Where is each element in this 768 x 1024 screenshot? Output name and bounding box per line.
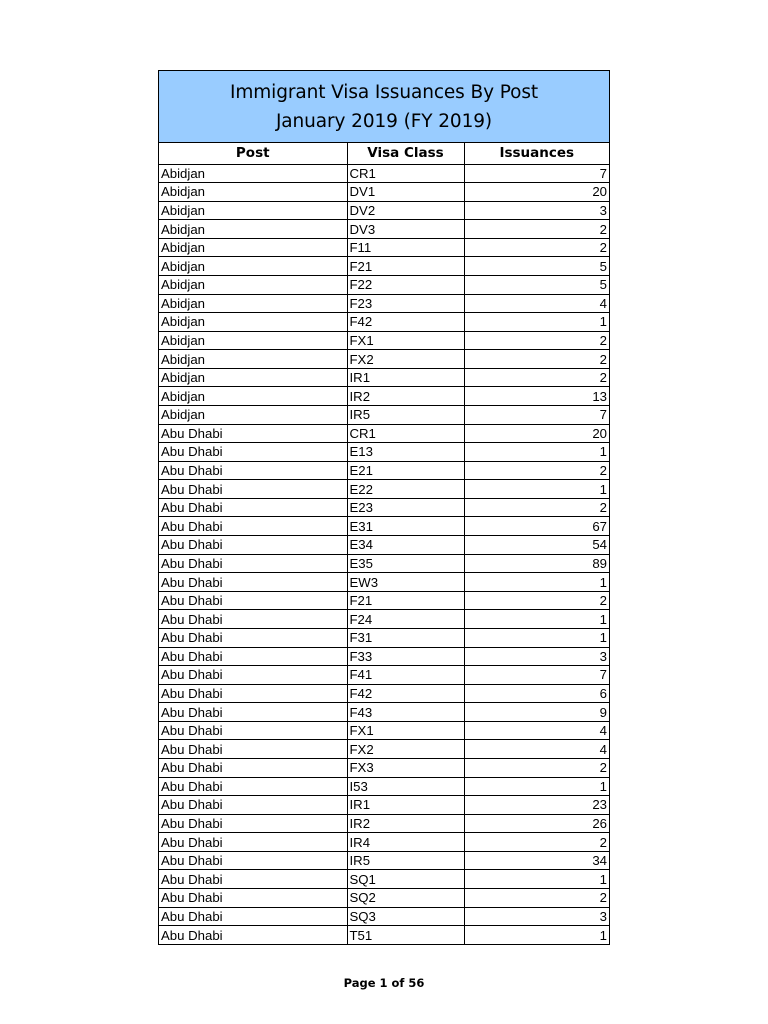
- cell-visa-class: E31: [347, 517, 464, 536]
- cell-post: Abu Dhabi: [159, 591, 347, 610]
- cell-post: Abidjan: [159, 275, 347, 294]
- table-row: [159, 424, 609, 443]
- cell-visa-class: FX2: [347, 350, 464, 369]
- cell-post: Abu Dhabi: [159, 666, 347, 685]
- table-header-row: [159, 143, 609, 164]
- table-row: [159, 313, 609, 332]
- table-row: [159, 220, 609, 239]
- table-row: [159, 684, 609, 703]
- cell-issuances: 7: [464, 164, 609, 183]
- cell-post: Abu Dhabi: [159, 926, 347, 945]
- table-row: [159, 851, 609, 870]
- cell-issuances: 2: [464, 591, 609, 610]
- cell-visa-class: IR5: [347, 406, 464, 425]
- table-row: [159, 238, 609, 257]
- cell-issuances: 26: [464, 814, 609, 833]
- cell-issuances: 2: [464, 220, 609, 239]
- cell-post: Abu Dhabi: [159, 907, 347, 926]
- cell-visa-class: T51: [347, 926, 464, 945]
- cell-issuances: 20: [464, 183, 609, 202]
- cell-visa-class: F43: [347, 703, 464, 722]
- cell-visa-class: F41: [347, 666, 464, 685]
- issuances-table: [159, 143, 609, 944]
- cell-visa-class: F42: [347, 684, 464, 703]
- cell-post: Abu Dhabi: [159, 703, 347, 722]
- table-row: [159, 257, 609, 276]
- table-row: [159, 201, 609, 220]
- cell-post: Abidjan: [159, 220, 347, 239]
- cell-visa-class: F22: [347, 275, 464, 294]
- cell-visa-class: E13: [347, 443, 464, 462]
- cell-visa-class: F31: [347, 628, 464, 647]
- cell-post: Abu Dhabi: [159, 777, 347, 796]
- cell-issuances: 1: [464, 573, 609, 592]
- table-row: [159, 554, 609, 573]
- table-row: [159, 796, 609, 815]
- cell-post: Abu Dhabi: [159, 480, 347, 499]
- cell-post: Abidjan: [159, 350, 347, 369]
- cell-issuances: 7: [464, 406, 609, 425]
- cell-issuances: 4: [464, 740, 609, 759]
- cell-visa-class: IR1: [347, 368, 464, 387]
- cell-issuances: 2: [464, 498, 609, 517]
- cell-post: Abidjan: [159, 183, 347, 202]
- table-row: [159, 331, 609, 350]
- table-row: [159, 666, 609, 685]
- cell-post: Abu Dhabi: [159, 517, 347, 536]
- cell-post: Abidjan: [159, 164, 347, 183]
- cell-issuances: 2: [464, 238, 609, 257]
- cell-issuances: 7: [464, 666, 609, 685]
- cell-visa-class: E35: [347, 554, 464, 573]
- cell-visa-class: F23: [347, 294, 464, 313]
- cell-issuances: 1: [464, 610, 609, 629]
- cell-issuances: 1: [464, 628, 609, 647]
- cell-visa-class: E23: [347, 498, 464, 517]
- cell-visa-class: IR2: [347, 387, 464, 406]
- cell-post: Abidjan: [159, 238, 347, 257]
- table-row: [159, 498, 609, 517]
- cell-visa-class: DV3: [347, 220, 464, 239]
- cell-issuances: 2: [464, 331, 609, 350]
- cell-issuances: 2: [464, 759, 609, 778]
- cell-visa-class: DV1: [347, 183, 464, 202]
- cell-post: Abu Dhabi: [159, 610, 347, 629]
- table-row: [159, 889, 609, 908]
- cell-post: Abidjan: [159, 257, 347, 276]
- column-header-issuances: Issuances: [464, 143, 609, 164]
- cell-post: Abu Dhabi: [159, 647, 347, 666]
- cell-visa-class: SQ3: [347, 907, 464, 926]
- cell-post: Abu Dhabi: [159, 554, 347, 573]
- table-row: [159, 591, 609, 610]
- table-row: [159, 387, 609, 406]
- cell-visa-class: FX1: [347, 331, 464, 350]
- report-title-box: [159, 71, 609, 143]
- table-row: [159, 721, 609, 740]
- cell-visa-class: IR5: [347, 851, 464, 870]
- cell-visa-class: IR4: [347, 833, 464, 852]
- cell-issuances: 3: [464, 907, 609, 926]
- cell-post: Abu Dhabi: [159, 740, 347, 759]
- cell-post: Abu Dhabi: [159, 684, 347, 703]
- cell-post: Abu Dhabi: [159, 759, 347, 778]
- cell-issuances: 1: [464, 480, 609, 499]
- cell-issuances: 9: [464, 703, 609, 722]
- cell-issuances: 4: [464, 721, 609, 740]
- cell-post: Abidjan: [159, 313, 347, 332]
- cell-visa-class: DV2: [347, 201, 464, 220]
- cell-issuances: 3: [464, 201, 609, 220]
- cell-post: Abu Dhabi: [159, 498, 347, 517]
- table-row: [159, 350, 609, 369]
- cell-visa-class: FX3: [347, 759, 464, 778]
- report-period: January 2019 (FY 2019): [275, 110, 493, 132]
- report-title: Immigrant Visa Issuances By Post: [229, 81, 539, 103]
- cell-issuances: 1: [464, 313, 609, 332]
- cell-issuances: 1: [464, 870, 609, 889]
- cell-issuances: 2: [464, 833, 609, 852]
- cell-visa-class: F42: [347, 313, 464, 332]
- table-row: [159, 517, 609, 536]
- table-row: [159, 275, 609, 294]
- cell-issuances: 3: [464, 647, 609, 666]
- cell-issuances: 2: [464, 350, 609, 369]
- table-row: [159, 759, 609, 778]
- cell-issuances: 5: [464, 257, 609, 276]
- cell-visa-class: F21: [347, 591, 464, 610]
- table-row: [159, 740, 609, 759]
- column-header-visa-class: Visa Class: [347, 143, 464, 164]
- cell-issuances: 67: [464, 517, 609, 536]
- table-row: [159, 870, 609, 889]
- page-number: Page 1 of 56: [343, 976, 425, 990]
- cell-post: Abu Dhabi: [159, 796, 347, 815]
- cell-post: Abu Dhabi: [159, 721, 347, 740]
- cell-post: Abidjan: [159, 201, 347, 220]
- cell-issuances: 2: [464, 889, 609, 908]
- cell-issuances: 4: [464, 294, 609, 313]
- cell-issuances: 5: [464, 275, 609, 294]
- cell-visa-class: F24: [347, 610, 464, 629]
- table-row: [159, 406, 609, 425]
- cell-post: Abu Dhabi: [159, 424, 347, 443]
- table-row: [159, 573, 609, 592]
- cell-visa-class: E34: [347, 536, 464, 555]
- cell-post: Abidjan: [159, 294, 347, 313]
- cell-post: Abu Dhabi: [159, 814, 347, 833]
- table-row: [159, 647, 609, 666]
- cell-visa-class: SQ1: [347, 870, 464, 889]
- table-row: [159, 461, 609, 480]
- cell-post: Abidjan: [159, 387, 347, 406]
- table-row: [159, 610, 609, 629]
- cell-visa-class: SQ2: [347, 889, 464, 908]
- table-row: [159, 628, 609, 647]
- cell-issuances: 54: [464, 536, 609, 555]
- table-row: [159, 294, 609, 313]
- cell-post: Abu Dhabi: [159, 833, 347, 852]
- column-header-post: Post: [159, 143, 347, 164]
- cell-issuances: 13: [464, 387, 609, 406]
- cell-post: Abidjan: [159, 406, 347, 425]
- cell-visa-class: FX2: [347, 740, 464, 759]
- cell-post: Abu Dhabi: [159, 443, 347, 462]
- cell-visa-class: F21: [347, 257, 464, 276]
- cell-post: Abu Dhabi: [159, 461, 347, 480]
- cell-post: Abu Dhabi: [159, 870, 347, 889]
- cell-issuances: 89: [464, 554, 609, 573]
- cell-visa-class: F11: [347, 238, 464, 257]
- cell-issuances: 2: [464, 368, 609, 387]
- table-row: [159, 703, 609, 722]
- cell-issuances: 1: [464, 777, 609, 796]
- cell-visa-class: F33: [347, 647, 464, 666]
- cell-post: Abu Dhabi: [159, 851, 347, 870]
- table-row: [159, 907, 609, 926]
- cell-visa-class: CR1: [347, 164, 464, 183]
- table-row: [159, 443, 609, 462]
- cell-post: Abu Dhabi: [159, 536, 347, 555]
- cell-visa-class: EW3: [347, 573, 464, 592]
- table-row: [159, 833, 609, 852]
- table-row: [159, 536, 609, 555]
- table-row: [159, 183, 609, 202]
- table-row: [159, 164, 609, 183]
- cell-issuances: 34: [464, 851, 609, 870]
- cell-visa-class: IR2: [347, 814, 464, 833]
- cell-issuances: 1: [599, 927, 607, 943]
- cell-visa-class: E21: [347, 461, 464, 480]
- cell-issuances: 6: [464, 684, 609, 703]
- cell-post: Abu Dhabi: [159, 573, 347, 592]
- table-row: [159, 926, 609, 945]
- report-sheet: [158, 70, 610, 945]
- cell-visa-class: FX1: [347, 721, 464, 740]
- cell-post: Abu Dhabi: [159, 628, 347, 647]
- cell-post: Abu Dhabi: [159, 889, 347, 908]
- table-row: [159, 814, 609, 833]
- table-row: [159, 777, 609, 796]
- cell-visa-class: I53: [347, 777, 464, 796]
- cell-visa-class: E22: [347, 480, 464, 499]
- cell-issuances: 23: [464, 796, 609, 815]
- cell-issuances: 1: [464, 443, 609, 462]
- cell-post: Abidjan: [159, 331, 347, 350]
- cell-post: Abidjan: [159, 368, 347, 387]
- cell-visa-class: CR1: [347, 424, 464, 443]
- table-body: [159, 164, 609, 944]
- table-row: [159, 368, 609, 387]
- cell-visa-class: IR1: [347, 796, 464, 815]
- table-row: [159, 480, 609, 499]
- cell-issuances: 20: [464, 424, 609, 443]
- cell-issuances: 2: [464, 461, 609, 480]
